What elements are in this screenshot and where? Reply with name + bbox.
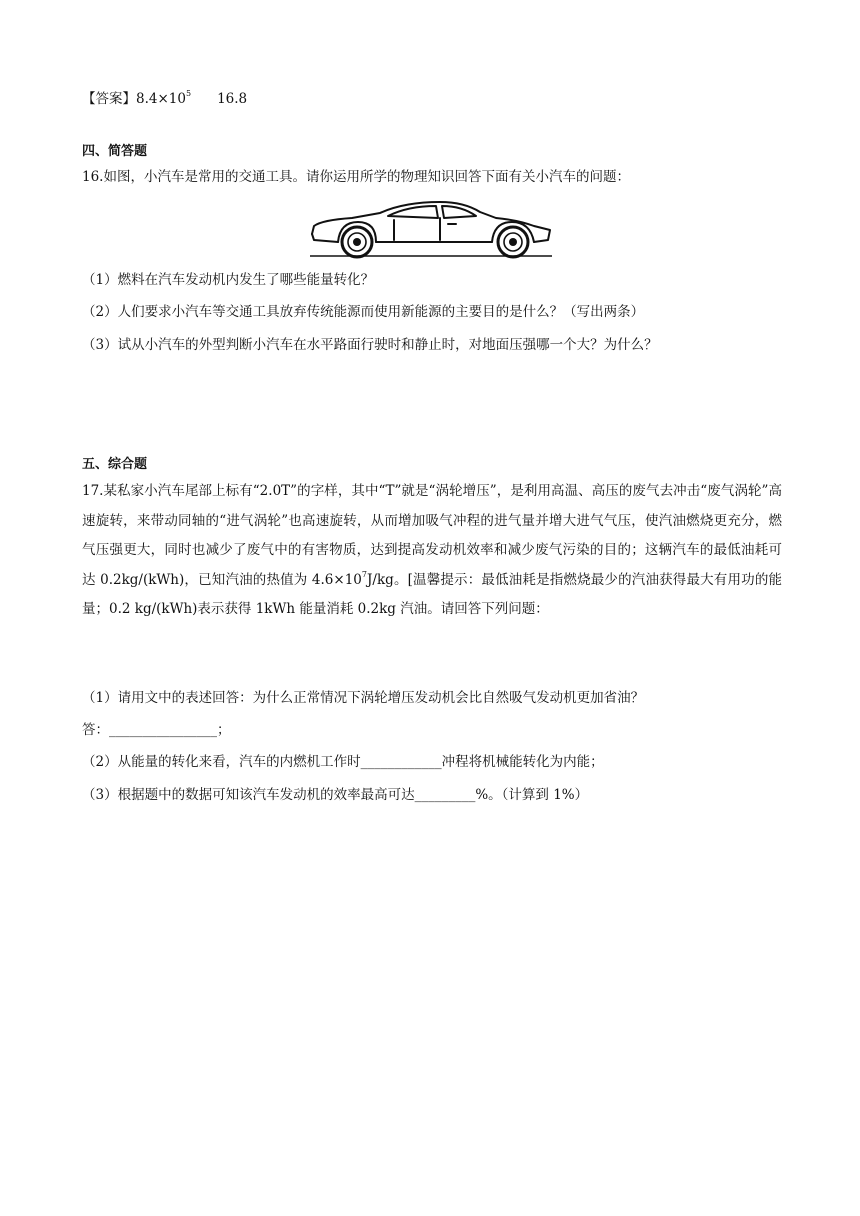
- answer-value-1-exponent: 5: [185, 89, 192, 98]
- section-4-title: 四、简答题: [82, 144, 148, 159]
- answer-value-2: 16.8: [217, 91, 248, 107]
- answer-value-1: 8.4×10: [136, 91, 186, 107]
- section-5-title: 五、综合题: [82, 457, 148, 472]
- answer-line: [82, 89, 247, 109]
- q17-text-part-1: 17.某私家小汽车尾部上标有“2.0T”的字样，其中“T”就是“涡轮增压”，是利用高温、高压的废气去冲击“废气涡轮”高速旋转，来带动同轴的“进气涡轮”也高速旋转，从而增加吸气冲程的进气量并增大进气气压，使汽油燃烧更充分，燃气压强更大，同时也减少了废气中的有害物质，达到提高发动机效率和减少废气污染的目的；这辆汽车的最低油耗可达 0.2kg/(kWh)，已知汽油的热值为 4.6×10: [82, 483, 782, 588]
- q17-heat-value-exponent: 7: [361, 569, 367, 579]
- q16-sub-1: （1）燃料在汽车发动机内发生了哪些能量转化？: [82, 272, 375, 288]
- q17-text-part-2: J/kg。[温馨提示：最低油耗是指燃烧最少的汽油获得最大有用功的能量；0.2 kg/(kWh)表示获得 1kWh 能量消耗 0.2kg 汽油。请回答下列问题：: [82, 571, 782, 617]
- q17-sub-2: （2）从能量的转化来看，汽车的内燃机工作时____________冲程将机械能转化为内能；: [82, 754, 604, 770]
- sports-car-illustration: [308, 196, 554, 260]
- q17-answer-line: 答：________________；: [82, 722, 231, 738]
- q17-paragraph: [82, 477, 782, 625]
- answer-label: 【答案】: [82, 91, 136, 107]
- q17-sub-1: （1）请用文中的表述回答：为什么正常情况下涡轮增压发动机会比自然吸气发动机更加省油？: [82, 690, 645, 706]
- q16-sub-3: （3）试从小汽车的外型判断小汽车在水平路面行驶时和静止时，对地面压强哪一个大？为什么？: [82, 337, 658, 353]
- q17-sub-3: （3）根据题中的数据可知该汽车发动机的效率最高可达_________%。（计算到 1%）: [82, 787, 589, 803]
- q16-sub-2: （2）人们要求小汽车等交通工具放弃传统能源而使用新能源的主要目的是什么？（写出两条）: [82, 304, 645, 320]
- q16-stem: 16.如图，小汽车是常用的交通工具。请你运用所学的物理知识回答下面有关小汽车的问题：: [82, 169, 630, 185]
